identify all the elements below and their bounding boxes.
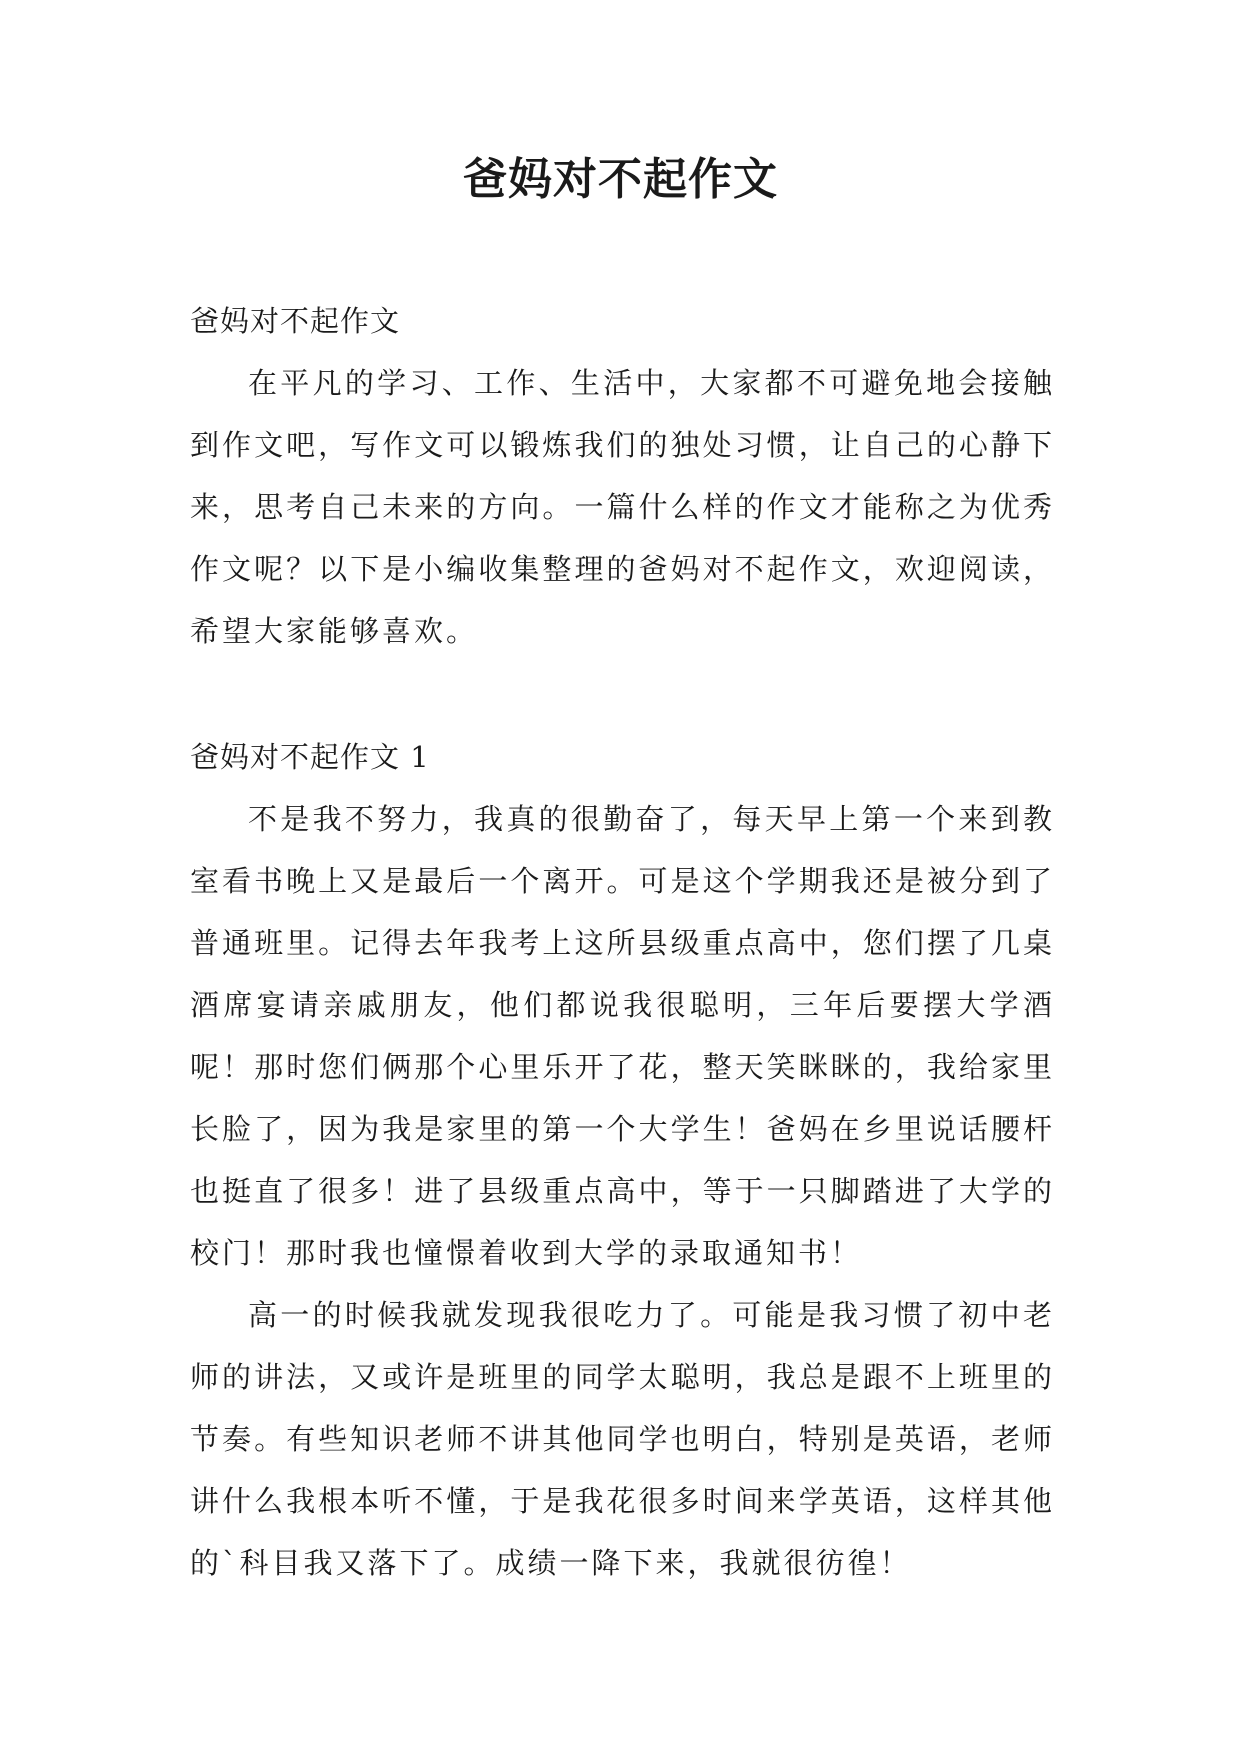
intro-paragraph: 在平凡的学习、工作、生活中，大家都不可避免地会接触到作文吧，写作文可以锻炼我们的独处习惯，让自己的心静下来，思考自己未来的方向。一篇什么样的作文才能称之为优秀作文呢？以下是小编收集整理的爸妈对不起作文，欢迎阅读，希望大家能够喜欢。 xyxy=(190,366,1055,648)
section1-heading: 爸妈对不起作文 1 xyxy=(190,740,430,774)
section-spacer xyxy=(190,662,1055,726)
document-body xyxy=(190,290,1055,1594)
document-title: 爸妈对不起作文 xyxy=(463,154,778,205)
intro-heading: 爸妈对不起作文 xyxy=(190,304,401,338)
section1-paragraph-2: 高一的时候我就发现我很吃力了。可能是我习惯了初中老师的讲法，又或许是班里的同学太聪明，我总是跟不上班里的节奏。有些知识老师不讲其他同学也明白，特别是英语，老师讲什么我根本听不懂，于是我花很多时间来学英语，这样其他的`科目我又落下了。成绩一降下来，我就很彷徨！ xyxy=(190,1298,1055,1580)
section1-paragraph-1: 不是我不努力，我真的很勤奋了，每天早上第一个来到教室看书晚上又是最后一个离开。可是这个学期我还是被分到了普通班里。记得去年我考上这所县级重点高中，您们摆了几桌酒席宴请亲戚朋友，他们都说我很聪明，三年后要摆大学酒呢！那时您们俩那个心里乐开了花，整天笑眯眯的，我给家里长脸了，因为我是家里的第一个大学生！爸妈在乡里说话腰杆也挺直了很多！进了县级重点高中，等于一只脚踏进了大学的校门！那时我也憧憬着收到大学的录取通知书！ xyxy=(190,802,1055,1270)
